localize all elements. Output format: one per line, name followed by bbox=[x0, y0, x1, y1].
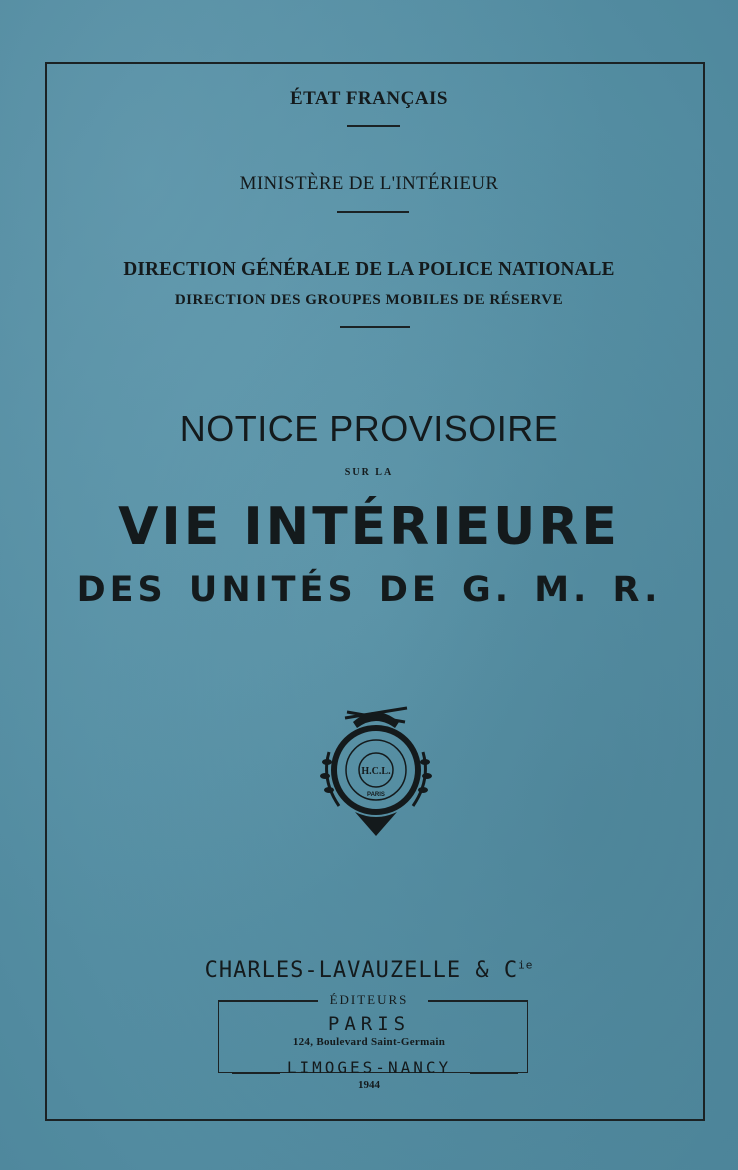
divider-rule bbox=[340, 326, 410, 328]
direction-heading: DIRECTION GÉNÉRALE DE LA POLICE NATIONALE bbox=[123, 258, 615, 280]
publisher-name: CHARLES-LAVAUZELLE & $C^{ie}$ bbox=[204, 958, 534, 983]
divider-rule bbox=[347, 125, 400, 127]
state-heading: ÉTAT FRANÇAIS bbox=[290, 88, 448, 109]
ministry-heading: MINISTÈRE DE L'INTÉRIEUR bbox=[239, 173, 499, 194]
publisher-seal-icon bbox=[315, 700, 437, 840]
title-connector: SUR LA bbox=[344, 467, 394, 478]
sub-direction-heading: DIRECTION DES GROUPES MOBILES DE RÉSERVE bbox=[174, 292, 564, 308]
subtitle: DES UNITÉS DE G. M. R. bbox=[76, 570, 662, 610]
seal-initials: H.C.L. bbox=[361, 766, 391, 777]
publisher-role: ÉDITEURS bbox=[329, 992, 409, 1007]
main-title: VIE INTÉRIEURE bbox=[118, 497, 620, 557]
publisher-address: 124, Boulevard Saint-Germain bbox=[292, 1036, 446, 1048]
divider-rule bbox=[337, 211, 409, 213]
publisher-city: PARIS bbox=[327, 1013, 411, 1035]
notice-title: NOTICE PROVISOIRE bbox=[179, 408, 559, 449]
publication-year: 1944 bbox=[358, 1079, 380, 1091]
publisher-cities: LIMOGES-NANCY bbox=[286, 1058, 452, 1077]
seal-city: PARIS bbox=[367, 792, 385, 798]
